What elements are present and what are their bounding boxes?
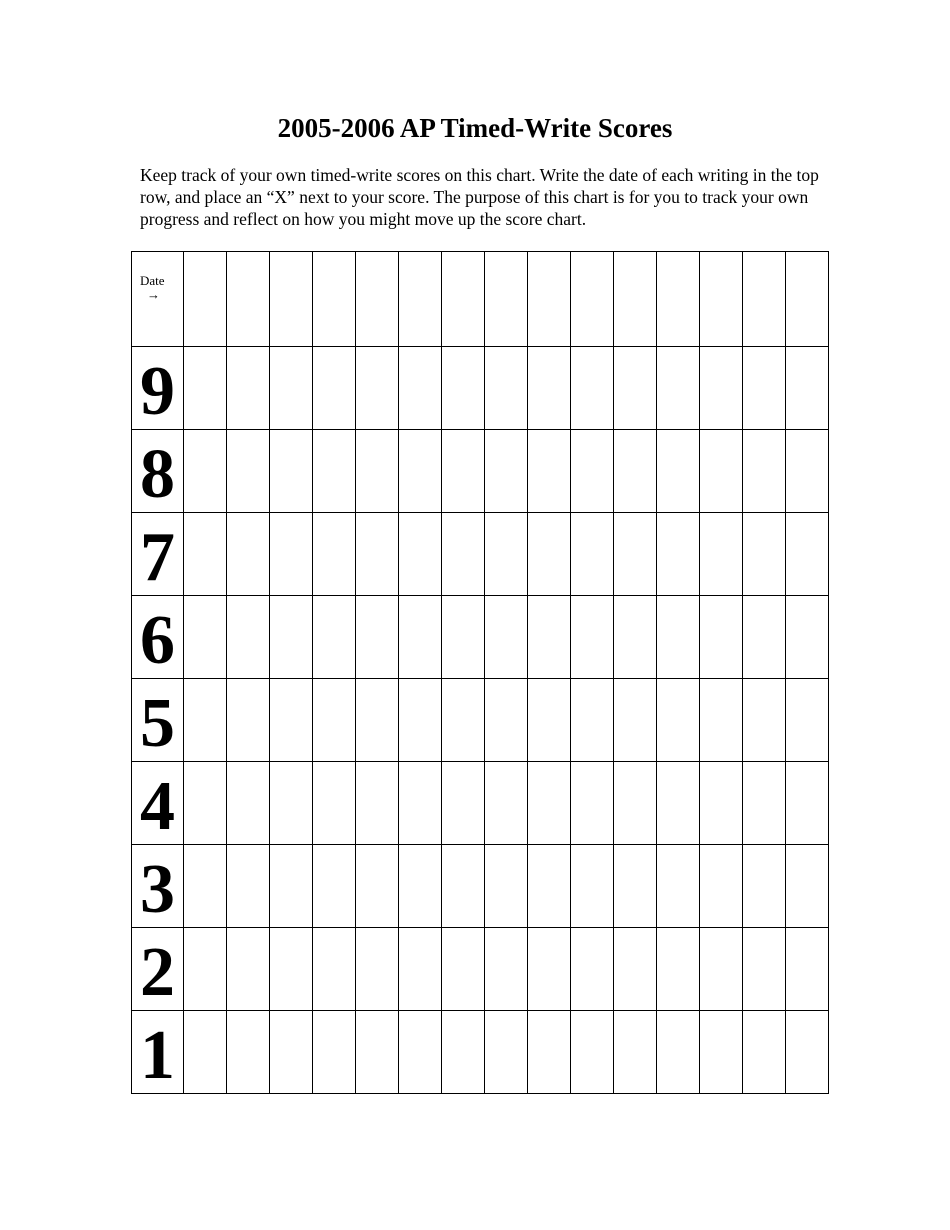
score-mark-cell[interactable]	[528, 762, 571, 845]
score-mark-cell[interactable]	[571, 845, 614, 928]
date-entry-cell[interactable]	[743, 252, 786, 347]
score-mark-cell[interactable]	[442, 928, 485, 1011]
score-mark-cell[interactable]	[571, 347, 614, 430]
score-value: 8	[140, 436, 175, 513]
score-mark-cell[interactable]	[399, 1011, 442, 1094]
score-mark-cell[interactable]	[786, 347, 829, 430]
score-mark-cell[interactable]	[184, 1011, 227, 1094]
date-entry-cell[interactable]	[657, 252, 700, 347]
score-mark-cell[interactable]	[485, 679, 528, 762]
score-mark-cell[interactable]	[657, 762, 700, 845]
score-mark-cell[interactable]	[399, 347, 442, 430]
score-mark-cell[interactable]	[485, 928, 528, 1011]
score-mark-cell[interactable]	[313, 513, 356, 596]
score-mark-cell[interactable]	[485, 1011, 528, 1094]
score-mark-cell[interactable]	[657, 430, 700, 513]
score-mark-cell[interactable]	[528, 928, 571, 1011]
score-row	[132, 430, 829, 513]
score-mark-cell[interactable]	[786, 845, 829, 928]
score-mark-cell[interactable]	[786, 596, 829, 679]
score-mark-cell[interactable]	[184, 845, 227, 928]
score-mark-cell[interactable]	[743, 845, 786, 928]
score-value: 1	[140, 1017, 175, 1094]
score-value: 6	[140, 602, 175, 679]
score-mark-cell[interactable]	[657, 928, 700, 1011]
score-mark-cell[interactable]	[571, 430, 614, 513]
score-mark-cell[interactable]	[227, 928, 270, 1011]
score-mark-cell[interactable]	[313, 928, 356, 1011]
date-entry-cell[interactable]	[614, 252, 657, 347]
score-row	[132, 679, 829, 762]
score-label-cell	[132, 928, 184, 1011]
score-mark-cell[interactable]	[399, 762, 442, 845]
score-mark-cell[interactable]	[786, 430, 829, 513]
score-mark-cell[interactable]	[700, 1011, 743, 1094]
score-mark-cell[interactable]	[700, 845, 743, 928]
score-mark-cell[interactable]	[614, 430, 657, 513]
score-label-cell	[132, 596, 184, 679]
score-mark-cell[interactable]	[184, 928, 227, 1011]
date-row	[132, 252, 829, 347]
score-mark-cell[interactable]	[571, 1011, 614, 1094]
score-mark-cell[interactable]	[528, 430, 571, 513]
score-mark-cell[interactable]	[614, 679, 657, 762]
score-mark-cell[interactable]	[356, 679, 399, 762]
score-mark-cell[interactable]	[614, 513, 657, 596]
score-mark-cell[interactable]	[657, 1011, 700, 1094]
score-mark-cell[interactable]	[227, 513, 270, 596]
score-row	[132, 845, 829, 928]
score-row	[132, 1011, 829, 1094]
score-mark-cell[interactable]	[786, 1011, 829, 1094]
score-value: 2	[140, 934, 175, 1011]
date-entry-cell[interactable]	[227, 252, 270, 347]
score-mark-cell[interactable]	[743, 430, 786, 513]
score-mark-cell[interactable]	[399, 596, 442, 679]
score-mark-cell[interactable]	[571, 679, 614, 762]
score-mark-cell[interactable]	[485, 430, 528, 513]
score-mark-cell[interactable]	[786, 928, 829, 1011]
score-mark-cell[interactable]	[442, 1011, 485, 1094]
score-mark-cell[interactable]	[743, 513, 786, 596]
score-mark-cell[interactable]	[700, 430, 743, 513]
score-mark-cell[interactable]	[227, 679, 270, 762]
score-mark-cell[interactable]	[356, 347, 399, 430]
date-entry-cell[interactable]	[485, 252, 528, 347]
date-label-cell	[132, 252, 184, 347]
date-entry-cell[interactable]	[356, 252, 399, 347]
score-mark-cell[interactable]	[700, 347, 743, 430]
score-mark-cell[interactable]	[270, 845, 313, 928]
date-entry-cell[interactable]	[700, 252, 743, 347]
score-mark-cell[interactable]	[399, 430, 442, 513]
score-mark-cell[interactable]	[356, 1011, 399, 1094]
score-mark-cell[interactable]	[270, 596, 313, 679]
score-mark-cell[interactable]	[614, 762, 657, 845]
score-mark-cell[interactable]	[227, 762, 270, 845]
score-mark-cell[interactable]	[184, 430, 227, 513]
score-label-cell	[132, 430, 184, 513]
score-mark-cell[interactable]	[614, 1011, 657, 1094]
score-mark-cell[interactable]	[485, 513, 528, 596]
score-mark-cell[interactable]	[270, 513, 313, 596]
score-mark-cell[interactable]	[270, 762, 313, 845]
right-arrow-icon: →	[147, 287, 160, 302]
score-value: 3	[140, 851, 175, 928]
score-mark-cell[interactable]	[442, 845, 485, 928]
score-row	[132, 596, 829, 679]
date-entry-cell[interactable]	[528, 252, 571, 347]
score-mark-cell[interactable]	[700, 928, 743, 1011]
score-mark-cell[interactable]	[184, 347, 227, 430]
score-mark-cell[interactable]	[571, 596, 614, 679]
date-entry-cell[interactable]	[313, 252, 356, 347]
score-mark-cell[interactable]	[184, 762, 227, 845]
score-mark-cell[interactable]	[184, 513, 227, 596]
score-mark-cell[interactable]	[313, 845, 356, 928]
score-mark-cell[interactable]	[270, 679, 313, 762]
score-value: 7	[140, 519, 175, 596]
date-entry-cell[interactable]	[399, 252, 442, 347]
score-mark-cell[interactable]	[313, 430, 356, 513]
score-mark-cell[interactable]	[657, 596, 700, 679]
score-mark-cell[interactable]	[743, 596, 786, 679]
score-mark-cell[interactable]	[313, 347, 356, 430]
score-mark-cell[interactable]	[356, 762, 399, 845]
score-mark-cell[interactable]	[356, 928, 399, 1011]
score-mark-cell[interactable]	[528, 347, 571, 430]
score-mark-cell[interactable]	[184, 679, 227, 762]
score-mark-cell[interactable]	[356, 596, 399, 679]
score-mark-cell[interactable]	[442, 513, 485, 596]
score-mark-cell[interactable]	[399, 928, 442, 1011]
score-mark-cell[interactable]	[700, 513, 743, 596]
score-mark-cell[interactable]	[227, 347, 270, 430]
score-mark-cell[interactable]	[442, 430, 485, 513]
instructions-paragraph: Keep track of your own timed-write scores on this chart. Write the date of each writing in the top row, and place an “X” next to your score. The purpose of this chart is for you to track your own progress and reflect on how you might move up the score chart.	[140, 165, 819, 229]
score-mark-cell[interactable]	[700, 762, 743, 845]
score-mark-cell[interactable]	[743, 679, 786, 762]
score-label-cell	[132, 1011, 184, 1094]
score-mark-cell[interactable]	[657, 679, 700, 762]
score-mark-cell[interactable]	[442, 596, 485, 679]
score-mark-cell[interactable]	[356, 513, 399, 596]
score-mark-cell[interactable]	[700, 596, 743, 679]
score-row	[132, 928, 829, 1011]
score-mark-cell[interactable]	[184, 596, 227, 679]
score-mark-cell[interactable]	[657, 513, 700, 596]
score-mark-cell[interactable]	[743, 928, 786, 1011]
score-mark-cell[interactable]	[614, 845, 657, 928]
page-title: 2005-2006 AP Timed-Write Scores	[277, 113, 673, 143]
score-mark-cell[interactable]	[270, 928, 313, 1011]
score-mark-cell[interactable]	[313, 1011, 356, 1094]
score-chart-table	[131, 251, 829, 1094]
date-entry-cell[interactable]	[571, 252, 614, 347]
score-mark-cell[interactable]	[485, 596, 528, 679]
score-mark-cell[interactable]	[786, 762, 829, 845]
score-mark-cell[interactable]	[399, 679, 442, 762]
score-mark-cell[interactable]	[399, 845, 442, 928]
score-mark-cell[interactable]	[743, 1011, 786, 1094]
score-mark-cell[interactable]	[571, 928, 614, 1011]
score-mark-cell[interactable]	[571, 762, 614, 845]
score-label-cell	[132, 513, 184, 596]
score-mark-cell[interactable]	[700, 679, 743, 762]
score-mark-cell[interactable]	[442, 347, 485, 430]
score-row	[132, 513, 829, 596]
score-mark-cell[interactable]	[528, 845, 571, 928]
date-label: Date	[140, 273, 165, 288]
score-mark-cell[interactable]	[571, 513, 614, 596]
score-mark-cell[interactable]	[614, 347, 657, 430]
score-mark-cell[interactable]	[442, 679, 485, 762]
score-mark-cell[interactable]	[270, 347, 313, 430]
score-mark-cell[interactable]	[657, 845, 700, 928]
score-value: 5	[140, 685, 175, 762]
score-mark-cell[interactable]	[485, 762, 528, 845]
date-entry-cell[interactable]	[442, 252, 485, 347]
score-mark-cell[interactable]	[227, 1011, 270, 1094]
score-mark-cell[interactable]	[485, 845, 528, 928]
score-mark-cell[interactable]	[786, 679, 829, 762]
score-mark-cell[interactable]	[270, 430, 313, 513]
score-mark-cell[interactable]	[442, 762, 485, 845]
score-mark-cell[interactable]	[528, 679, 571, 762]
score-value: 4	[140, 768, 175, 845]
score-mark-cell[interactable]	[614, 596, 657, 679]
score-mark-cell[interactable]	[657, 347, 700, 430]
score-value: 9	[140, 353, 175, 430]
score-mark-cell[interactable]	[485, 347, 528, 430]
score-row	[132, 762, 829, 845]
score-mark-cell[interactable]	[399, 513, 442, 596]
score-mark-cell[interactable]	[313, 762, 356, 845]
score-mark-cell[interactable]	[270, 1011, 313, 1094]
date-entry-cell[interactable]	[270, 252, 313, 347]
score-mark-cell[interactable]	[528, 596, 571, 679]
score-mark-cell[interactable]	[786, 513, 829, 596]
score-mark-cell[interactable]	[743, 347, 786, 430]
date-entry-cell[interactable]	[786, 252, 829, 347]
date-entry-cell[interactable]	[184, 252, 227, 347]
score-mark-cell[interactable]	[227, 845, 270, 928]
score-mark-cell[interactable]	[356, 430, 399, 513]
score-label-cell	[132, 762, 184, 845]
score-mark-cell[interactable]	[614, 928, 657, 1011]
score-mark-cell[interactable]	[743, 762, 786, 845]
score-mark-cell[interactable]	[356, 845, 399, 928]
score-label-cell	[132, 679, 184, 762]
score-row	[132, 347, 829, 430]
score-mark-cell[interactable]	[227, 430, 270, 513]
score-mark-cell[interactable]	[227, 596, 270, 679]
score-mark-cell[interactable]	[528, 1011, 571, 1094]
score-mark-cell[interactable]	[313, 596, 356, 679]
score-mark-cell[interactable]	[528, 513, 571, 596]
score-mark-cell[interactable]	[313, 679, 356, 762]
score-label-cell	[132, 347, 184, 430]
score-label-cell	[132, 845, 184, 928]
